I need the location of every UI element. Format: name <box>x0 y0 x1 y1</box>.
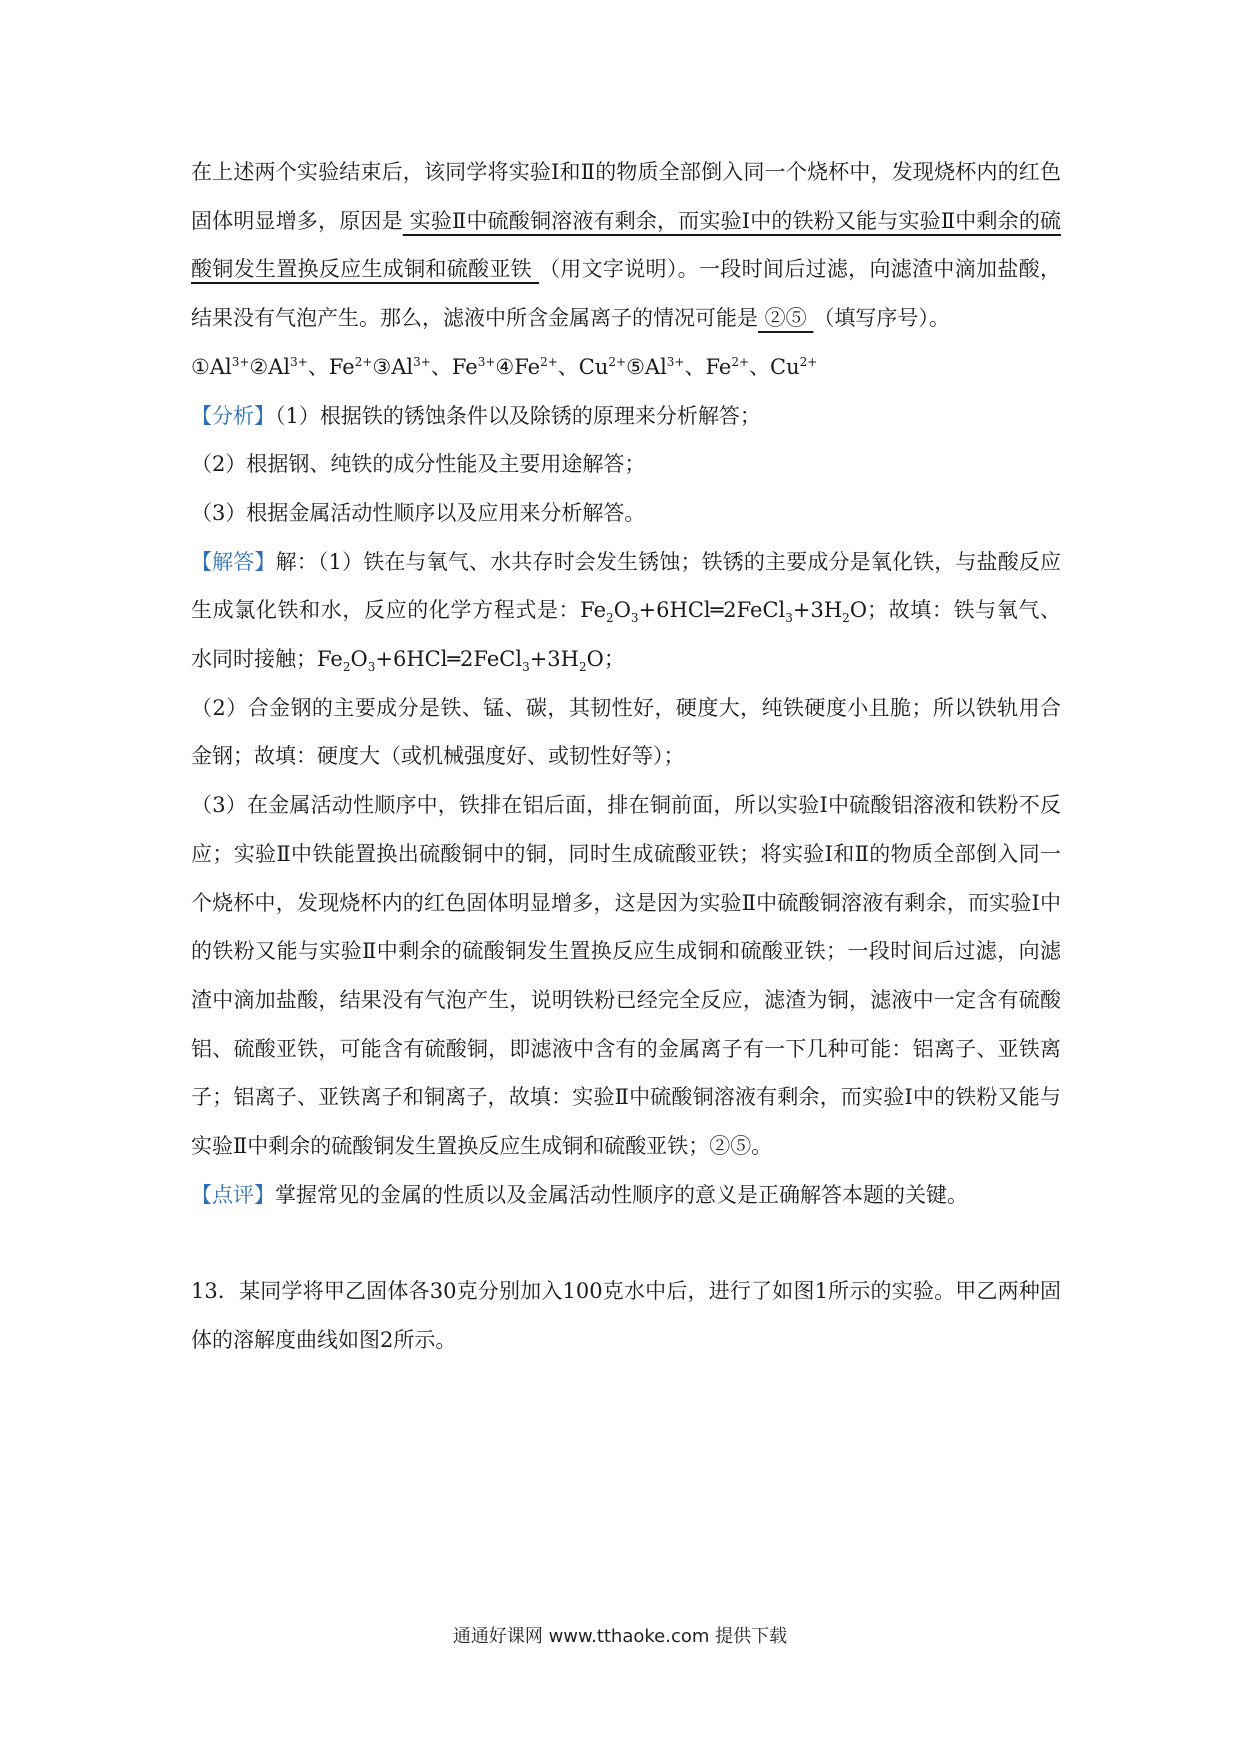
analysis-line-1: 【分析】（1）根据铁的锈蚀条件以及除锈的原理来分析解答； <box>191 403 761 428</box>
intro-paragraph <box>191 148 1061 343</box>
solution-tag: 【解答】 <box>191 549 276 574</box>
intro-text: 在上述两个实验结束后，该同学将实验Ⅰ和Ⅱ的物质全部倒入同一个烧杯中，发现烧杯内的红色固体明显增多，原因是 <box>191 160 1061 233</box>
review-line: 【点评】掌握常见的金属的性质以及金属活动性顺序的意义是正确解答本题的关键。 <box>191 1182 968 1207</box>
intro-text-3: （填写序号）。 <box>813 306 950 331</box>
document-body <box>191 148 1061 1365</box>
ion-options: $①Al^{3+}②Al^{3+}$、$Fe^{2+}③Al^{3+}$、$Fe^{3+}④Fe^{2+}$、$Cu^{2+}⑤Al^{3+}$、$Fe^{2+}$、$Cu^{2+}$ <box>191 354 818 379</box>
question-13: 13．某同学将甲乙固体各30克分别加入100克水中后，进行了如图1所示的实验。甲乙两种固体的溶解度曲线如图2所示。 <box>191 1279 1061 1353</box>
intro-text-2: （用文字说明）。一段时间后过滤，向滤渣中滴加盐酸，结果没有气泡产生。那么，滤液中所含金属离子的情况可能是 <box>191 257 1061 331</box>
section-gap <box>191 1219 1061 1267</box>
page-footer: 通通好课网 www.tthaoke.com 提供下载 <box>452 1626 788 1647</box>
solution-part-3: （3）在金属活动性顺序中，铁排在铝后面，排在铜前面，所以实验Ⅰ中硫酸铝溶液和铁粉不反应；实验Ⅱ中铁能置换出硫酸铜中的铜，同时生成硫酸亚铁；将实验Ⅰ和Ⅱ的物质全部倒入同一个烧杯中，发现烧杯内的红色固体明显增多，这是因为实验Ⅱ中硫酸铜溶液有剩余，而实验Ⅰ中的铁粉又能与实验Ⅱ中剩余的硫酸铜发生置换反应生成铜和硫酸亚铁；一段时间后过滤，向滤渣中滴加盐酸，结果没有气泡产生，说明铁粉已经完全反应，滤渣为铜，滤液中一定含有硫酸铝、硫酸亚铁，可能含有硫酸铜，即滤液中含有的金属离子有一下几种可能：铝离子、亚铁离子；铝离子、亚铁离子和铜离子，故填：实验Ⅱ中硫酸铜溶液有剩余，而实验Ⅰ中的铁粉又能与实验Ⅱ中剩余的硫酸铜发生置换反应生成铜和硫酸亚铁；②⑤。 <box>191 793 1061 1159</box>
analysis-line-3: （3）根据金属活动性顺序以及应用来分析解答。 <box>191 500 646 525</box>
analysis-line-2: （2）根据钢、纯铁的成分性能及主要用途解答； <box>191 452 646 477</box>
analysis-tag: 【分析】 <box>191 403 275 428</box>
review-tag: 【点评】 <box>191 1182 275 1207</box>
solution-part-1: 【解答】解：（1）铁在与氧气、水共存时会发生锈蚀；铁锈的主要成分是氧化铁，与盐酸反应生成氯化铁和水，反应的化学方程式是：$Fe_2O_3+6HCl═2FeCl_3+3H_2O$；故填：铁与氧气、水同时接触；$Fe_2O_3+6HCl═2FeCl_3+3H_2O$； <box>191 549 1062 675</box>
answer-ions: ②⑤ <box>758 306 814 331</box>
answer-reason: 实验Ⅱ中硫酸铜溶液有剩余，而实验Ⅰ中的铁粉又能与实验Ⅱ中剩余的硫酸铜发生置换反应生成铜和硫酸亚铁 <box>191 208 1061 282</box>
solution-part-2: （2）合金钢的主要成分是铁、锰、碳，其韧性好，硬度大，纯铁硬度小且脆；所以铁轨用合金钢；故填：硬度大（或机械强度好、或韧性好等）； <box>191 695 1061 769</box>
